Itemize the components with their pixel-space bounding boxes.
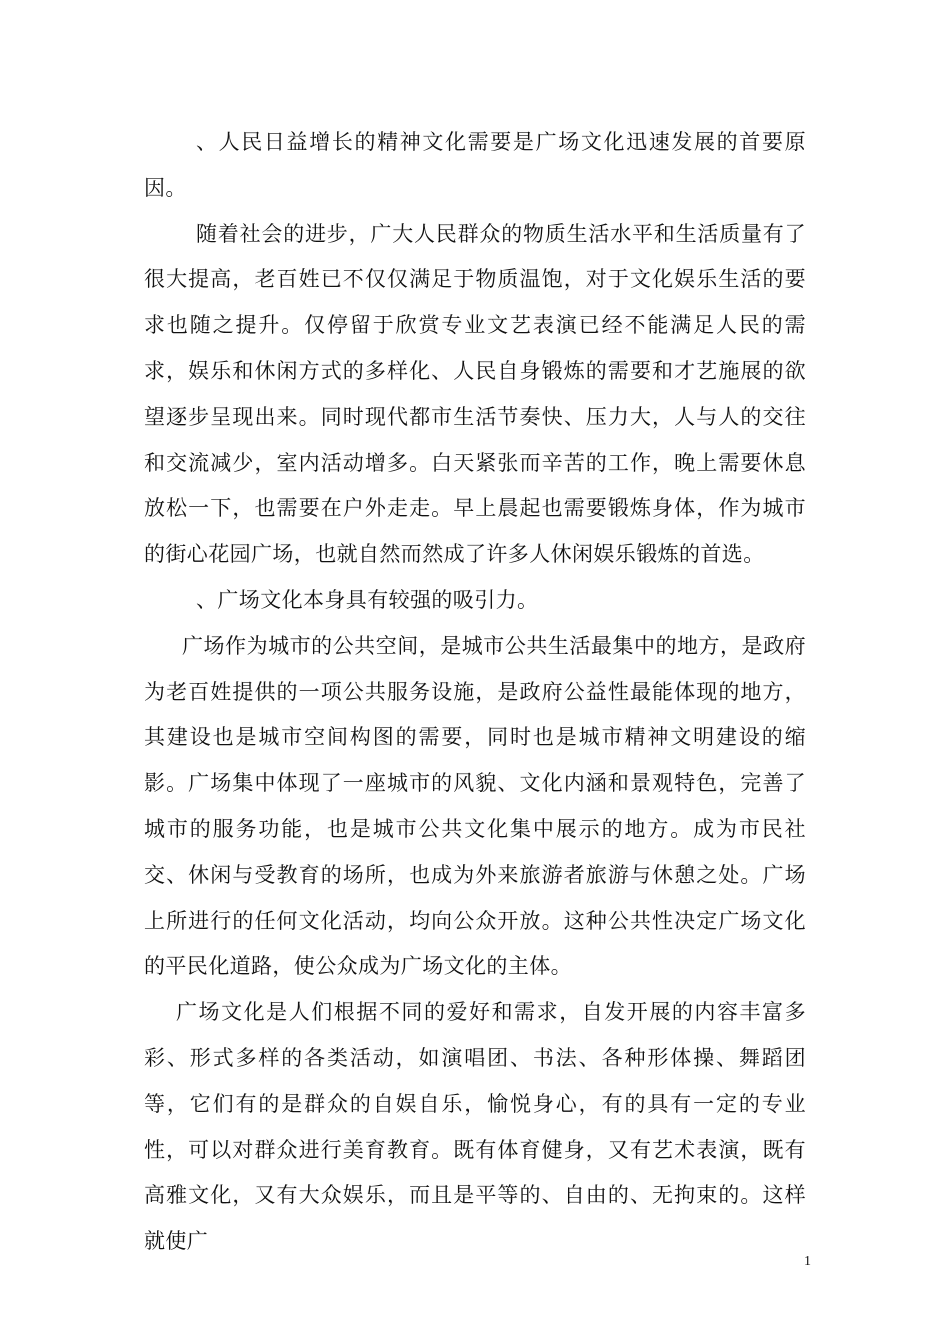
section-heading-attraction: 、广场文化本身具有较强的吸引力。 [196, 587, 539, 612]
paragraph-public-space: 广场作为城市的公共空间，是城市公共生活最集中的地方，是政府为老百姓提供的一项公共服务设施，是政府公益性最能体现的地方，其建设也是城市空间构图的需要，同时也是城市精神文明建设的缩影。广场集中体现了一座城市的风貌、文化内涵和景观特色，完善了城市的服务功能，也是城市公共文化集中展示的地方。成为市民社交、休闲与受教育的场所，也成为外来旅游者旅游与休憩之处。广场上所进行的任何文化活动，均向公众开放。这种公共性决定广场文化的平民化道路，使公众成为广场文化的主体。 [144, 633, 806, 979]
paragraph-activities: 广场文化是人们根据不同的爱好和需求，自发开展的内容丰富多彩、形式多样的各类活动，如演唱团、书法、各种形体操、舞蹈团等，它们有的是群众的自娱自乐，愉悦身心，有的具有一定的专业性，可以对群众进行美育教育。既有体育健身，又有艺术表演，既有高雅文化，又有大众娱乐，而且是平等的、自由的、无拘束的。这样就使广 [144, 1000, 806, 1254]
paragraph-social-progress: 随着社会的进步，广大人民群众的物质生活水平和生活质量有了很大提高，老百姓已不仅仅满足于物质温饱，对于文化娱乐生活的要求也随之提升。仅停留于欣赏专业文艺表演已经不能满足人民的需求，娱乐和休闲方式的多样化、人民自身锻炼的需要和才艺施展的欲望逐步呈现出来。同时现代都市生活节奏快、压力大，人与人的交往和交流减少，室内活动增多。白天紧张而辛苦的工作，晚上需要休息放松一下，也需要在户外走走。早上晨起也需要锻炼身体，作为城市的街心花园广场，也就自然而然成了许多人休闲娱乐锻炼的首选。 [144, 221, 806, 567]
document-body [144, 120, 806, 1265]
page-number: 1 [804, 1254, 811, 1269]
section-heading-spiritual-needs: 、人民日益增长的精神文化需要是广场文化迅速发展的首要原因。 [144, 130, 806, 200]
